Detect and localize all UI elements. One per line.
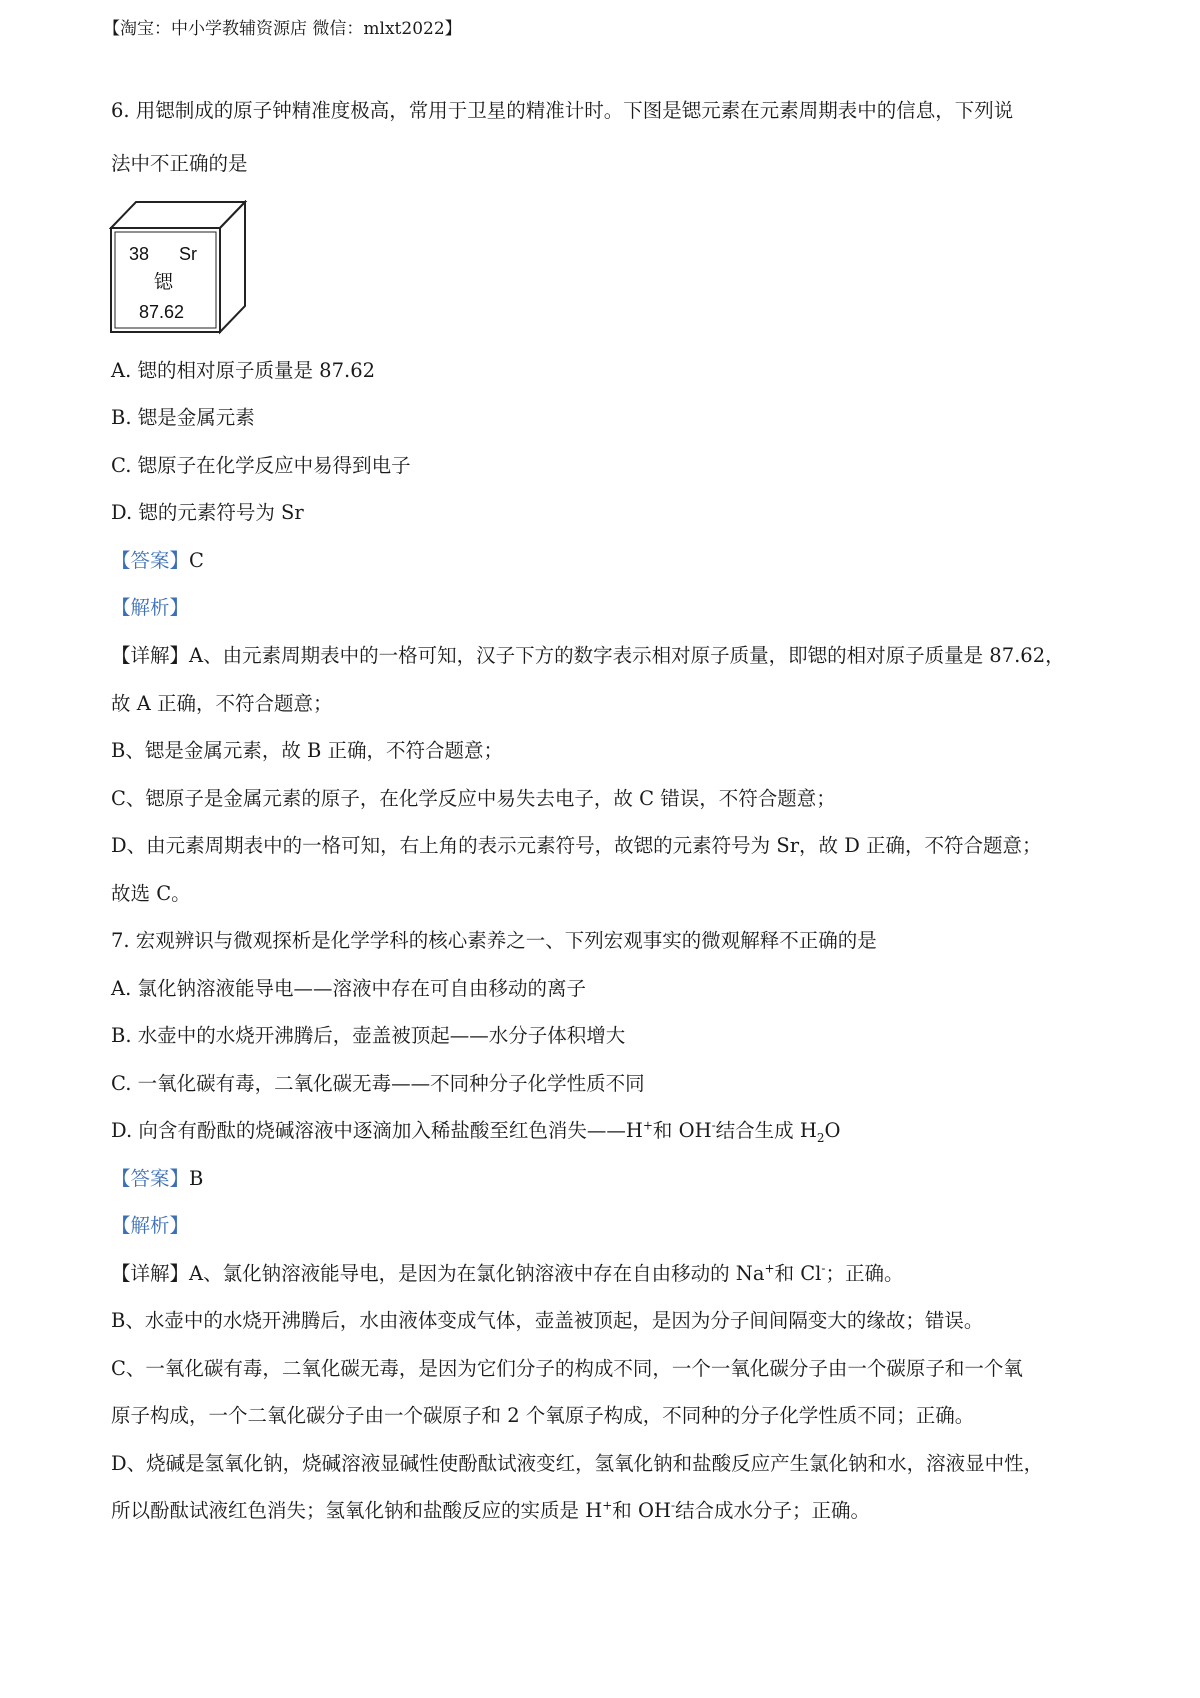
q7-detail-a-suffix: ；正确。 [825, 1262, 904, 1285]
q7-option-c: C. 一氧化碳有毒，二氧化碳无毒——不同种分子化学性质不同 [111, 1072, 645, 1095]
q6-detail-a2: 故 A 正确，不符合题意； [111, 692, 333, 715]
q7-detail-c2: 原子构成，一个二氧化碳分子由一个碳原子和 2 个氧原子构成，不同种的分子化学性质不同；正确。 [111, 1404, 975, 1427]
na-plus-sup: + [764, 1261, 775, 1276]
q7-detail-a-mid: 和 Cl [774, 1262, 822, 1285]
element-name: 锶 [154, 271, 174, 293]
answer-tag: 【答案】 [111, 1167, 190, 1190]
q6-stem-line1: 6. 用锶制成的原子钟精准度极高，常用于卫星的精准计时。下图是锶元素在元素周期表中的信息，下列说 [111, 99, 1014, 122]
q6-option-c: C. 锶原子在化学反应中易得到电子 [111, 454, 411, 477]
q7-analysis-tag: 【解析】 [111, 1214, 190, 1237]
cl-minus-sup: - [821, 1261, 826, 1276]
oh-minus-sup: - [670, 1498, 676, 1513]
q7-detail-d2 [111, 1495, 870, 1523]
element-symbol: Sr [179, 244, 197, 264]
q6-detail-b: B、锶是金属元素，故 B 正确，不符合题意； [111, 739, 504, 762]
answer-tag: 【答案】 [111, 549, 190, 572]
q6-stem-line2: 法中不正确的是 [111, 152, 248, 175]
q7-option-d-prefix: D. 向含有酚酞的烧碱溶液中逐滴加入稀盐酸至红色消失——H [111, 1119, 643, 1142]
page-header: 【淘宝：中小学教辅资源店 微信：mlxt2022】 [103, 19, 462, 39]
answer-value: C [189, 549, 204, 572]
q7-detail-c1: C、一氧化碳有毒，二氧化碳无毒，是因为它们分子的构成不同，一个一氧化碳分子由一个碳原子和一个氧 [111, 1357, 1023, 1380]
q7-detail-d2-mid: 和 OH [612, 1499, 671, 1522]
detail-tag: 【详解】 [111, 644, 190, 667]
q6-option-d: D. 锶的元素符号为 Sr [111, 501, 304, 524]
q6-option-b: B. 锶是金属元素 [111, 406, 255, 429]
q7-detail-a [111, 1258, 904, 1286]
h2o-sub: 2 [816, 1130, 825, 1145]
q6-option-a: A. 锶的相对原子质量是 87.62 [111, 359, 376, 382]
h-plus-sup: + [642, 1118, 653, 1133]
q7-detail-d2-prefix: 所以酚酞试液红色消失；氢氧化钠和盐酸反应的实质是 H [111, 1499, 603, 1522]
q7-option-a: A. 氯化钠溶液能导电——溶液中存在可自由移动的离子 [111, 977, 586, 1000]
q7-option-b: B. 水壶中的水烧开沸腾后，壶盖被顶起——水分子体积增大 [111, 1024, 626, 1047]
q7-detail-d2-suffix: 结合成水分子；正确。 [675, 1499, 871, 1522]
q7-detail-b: B、水壶中的水烧开沸腾后，水由液体变成气体，壶盖被顶起，是因为分子间间隔变大的缘故；错误。 [111, 1309, 984, 1332]
q7-option-d-suffix: O [824, 1119, 841, 1142]
q6-detail-d: D、由元素周期表中的一格可知，右上角的表示元素符号，故锶的元素符号为 Sr，故 D 正确，不符合题意； [111, 834, 1042, 857]
detail-tag: 【详解】 [111, 1262, 190, 1285]
oh-minus-sup: - [711, 1118, 716, 1133]
q7-detail-d1: D、烧碱是氢氧化钠，烧碱溶液显碱性使酚酞试液变红，氢氧化钠和盐酸反应产生氯化钠和水，溶液显中性， [111, 1452, 1044, 1475]
atomic-number: 38 [129, 244, 150, 264]
q6-detail-line [111, 640, 1065, 668]
q7-detail-a-prefix: A、氯化钠溶液能导电，是因为在氯化钠溶液中存在自由移动的 Na [189, 1262, 765, 1285]
q6-conclusion: 故选 C。 [111, 882, 191, 905]
strontium-element-cell [109, 200, 249, 335]
q7-option-d-mid: 和 OH [652, 1119, 712, 1142]
q6-detail-c: C、锶原子是金属元素的原子，在化学反应中易失去电子，故 C 错误，不符合题意； [111, 787, 836, 810]
element-cube-figure [109, 200, 249, 335]
q6-detail-a1: A、由元素周期表中的一格可知，汉子下方的数字表示相对原子质量，即锶的相对原子质量是 87.62， [189, 644, 1065, 667]
h-plus-sup: + [602, 1498, 613, 1513]
atomic-mass: 87.62 [139, 302, 185, 322]
q7-option-d-mid2: 结合生成 H [715, 1119, 817, 1142]
answer-value: B [189, 1167, 204, 1190]
q7-stem: 7. 宏观辨识与微观探析是化学学科的核心素养之一、下列宏观事实的微观解释不正确的是 [111, 929, 877, 952]
q7-option-d [111, 1115, 841, 1145]
q6-analysis-tag: 【解析】 [111, 596, 190, 619]
q7-answer [111, 1163, 203, 1191]
q6-answer [111, 545, 204, 573]
